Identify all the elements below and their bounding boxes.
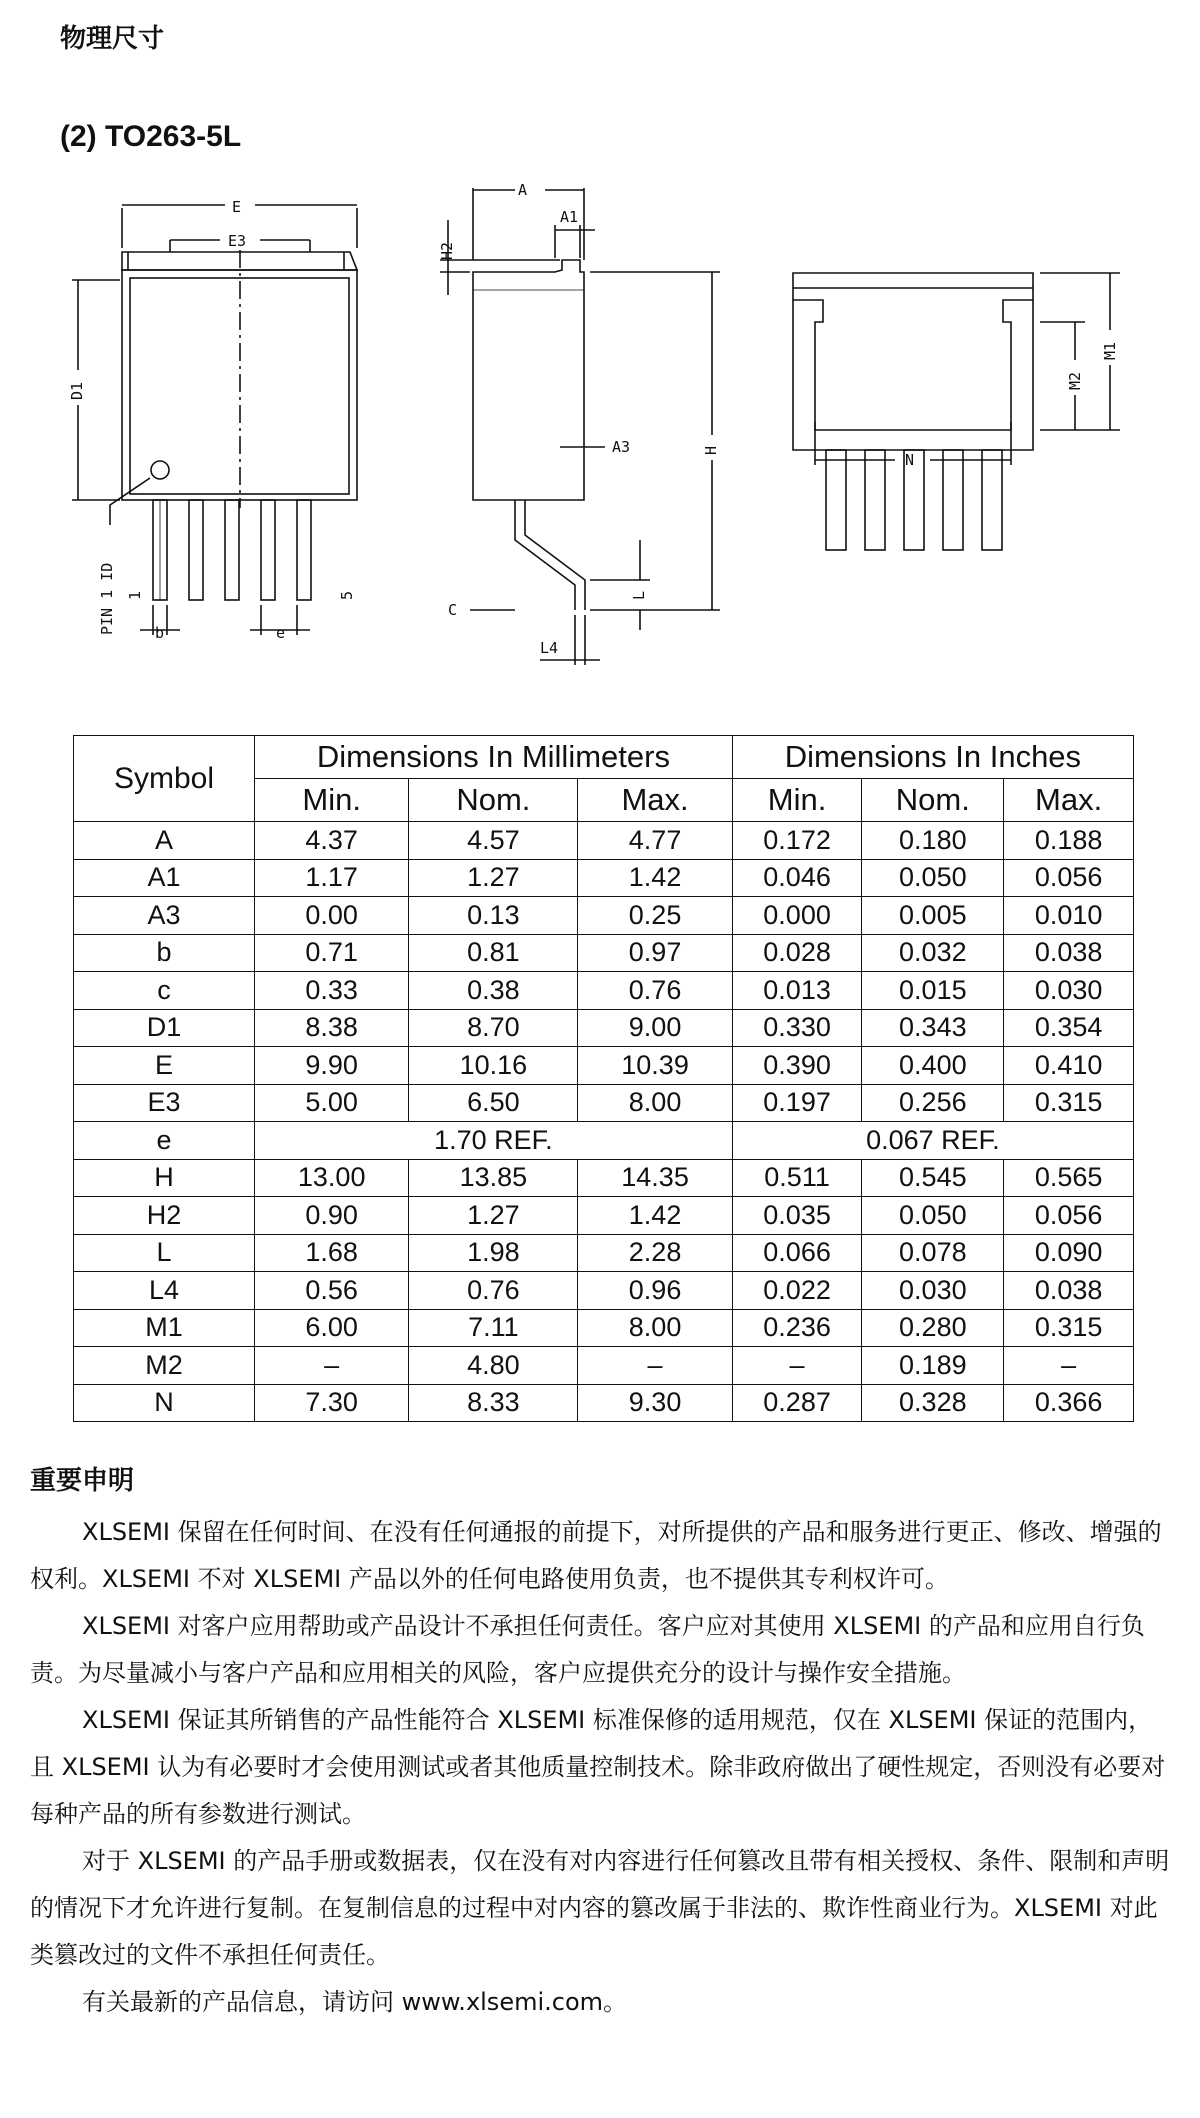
cell-value: 8.33 [409,1384,578,1422]
cell-value: 0.066 [732,1234,862,1272]
table-row [74,1197,1134,1235]
cell-value: 0.038 [1004,1272,1134,1310]
cell-value: 1.27 [409,859,578,897]
cell-value: 0.189 [862,1347,1004,1385]
cell-value: 0.035 [732,1197,862,1235]
cell-value: 0.545 [862,1159,1004,1197]
label-D1: D1 [68,381,86,400]
cell-value: 4.37 [255,822,409,860]
cell-value: 0.56 [255,1272,409,1310]
label-M2: M2 [1066,371,1084,390]
cell-value: 0.343 [862,1009,1004,1047]
cell-symbol: A1 [74,859,255,897]
cell-symbol: H [74,1159,255,1197]
table-row [74,1084,1134,1122]
header-millimeters: Dimensions In Millimeters [255,736,733,779]
table-row [74,972,1134,1010]
cell-value: – [255,1347,409,1385]
cell-value: 0.511 [732,1159,862,1197]
table-row [74,1309,1134,1347]
cell-value: 0.056 [1004,859,1134,897]
cell-value: 10.16 [409,1047,578,1085]
label-E: E [232,198,242,216]
cell-value: 0.315 [1004,1084,1134,1122]
header-mm-nom: Nom. [409,779,578,822]
label-E3: E3 [228,232,247,250]
label-L: L [630,590,648,600]
cell-value: 0.13 [409,897,578,935]
label-N: N [905,451,915,469]
cell-symbol: M2 [74,1347,255,1385]
cell-value: 0.032 [862,934,1004,972]
cell-symbol: b [74,934,255,972]
notice-paragraph: XLSEMI 保证其所销售的产品性能符合 XLSEMI 标准保修的适用规范，仅在 XLSEMI 保证的范围内，且 XLSEMI 认为有必要时才会使用测试或者其他质量控制技术。除非政府做出了硬性规定，否则没有必要对每种产品的所有参数进行测试。 [30,1706,1166,1828]
cell-ref-inch: 0.067 REF. [732,1122,1133,1160]
cell-symbol: c [74,972,255,1010]
cell-value: 1.98 [409,1234,578,1272]
cell-value: 0.315 [1004,1309,1134,1347]
package-title: (2) TO263-5L [60,120,242,153]
cell-value: 7.11 [409,1309,578,1347]
table-row [74,1347,1134,1385]
cell-value: 4.57 [409,822,578,860]
cell-value: 1.17 [255,859,409,897]
notice-paragraph: XLSEMI 保留在任何时间、在没有任何通报的前提下，对所提供的产品和服务进行更正、修改、增强的权利。XLSEMI 不对 XLSEMI 产品以外的任何电路使用负责，也不提供其专利权许可。 [30,1518,1162,1593]
cell-symbol: L4 [74,1272,255,1310]
label-b: b [155,624,165,642]
cell-value: 0.256 [862,1084,1004,1122]
notice-title: 重要申明 [30,1466,135,1496]
cell-value: 0.00 [255,897,409,935]
cell-value: 2.28 [578,1234,732,1272]
cell-value: 0.046 [732,859,862,897]
cell-symbol: H2 [74,1197,255,1235]
cell-symbol: L [74,1234,255,1272]
label-e: e [276,624,286,642]
table-row [74,859,1134,897]
cell-value: 0.287 [732,1384,862,1422]
header-in-nom: Nom. [862,779,1004,822]
cell-value: 8.00 [578,1084,732,1122]
important-notice [30,1460,1170,2026]
cell-value: – [732,1347,862,1385]
cell-value: 0.030 [862,1272,1004,1310]
cell-value: 1.42 [578,859,732,897]
label-pin1-id: PIN 1 ID [98,562,116,635]
cell-value: 0.000 [732,897,862,935]
header-in-max: Max. [1004,779,1134,822]
table-row [74,1384,1134,1422]
cell-value: 0.050 [862,1197,1004,1235]
header-inches: Dimensions In Inches [732,736,1133,779]
cell-value: 0.565 [1004,1159,1134,1197]
cell-value: 0.97 [578,934,732,972]
cell-value: 8.38 [255,1009,409,1047]
cell-value: 1.42 [578,1197,732,1235]
table-row [74,1234,1134,1272]
table-row [74,1122,1134,1160]
label-L4: L4 [540,639,559,657]
cell-value: 0.236 [732,1309,862,1347]
cell-value: 0.030 [1004,972,1134,1010]
table-row [74,934,1134,972]
cell-value: 9.30 [578,1384,732,1422]
cell-value: 0.056 [1004,1197,1134,1235]
cell-value: 0.410 [1004,1047,1134,1085]
cell-value: 0.90 [255,1197,409,1235]
cell-value: 0.172 [732,822,862,860]
dimensions-table [73,735,1134,1422]
side-view [440,188,720,665]
cell-value: 0.81 [409,934,578,972]
label-H: H [702,445,720,455]
cell-value: 0.197 [732,1084,862,1122]
label-pin-last: 5 [338,590,356,600]
cell-value: 0.33 [255,972,409,1010]
notice-paragraph: 有关最新的产品信息，请访问 www.xlsemi.com。 [82,1988,628,2016]
cell-value: – [1004,1347,1134,1385]
cell-value: 0.038 [1004,934,1134,972]
cell-symbol: E3 [74,1084,255,1122]
cell-value: 0.71 [255,934,409,972]
table-row [74,1272,1134,1310]
notice-paragraph: XLSEMI 对客户应用帮助或产品设计不承担任何责任。客户应对其使用 XLSEMI 的产品和应用自行负责。为尽量减小与客户产品和应用相关的风险，客户应提供充分的设计与操作安全措施。 [30,1612,1145,1687]
cell-value: 0.76 [578,972,732,1010]
table-body [74,822,1134,1422]
package-drawings-svg [0,160,1200,690]
cell-value: 0.366 [1004,1384,1134,1422]
label-pin-first: 1 [126,590,144,600]
cell-value: 0.96 [578,1272,732,1310]
cell-value: 14.35 [578,1159,732,1197]
cell-value: 0.330 [732,1009,862,1047]
cell-value: 0.180 [862,822,1004,860]
table-row [74,822,1134,860]
cell-value: 0.022 [732,1272,862,1310]
cell-value: 0.390 [732,1047,862,1085]
cell-value: 13.00 [255,1159,409,1197]
table-row [74,1159,1134,1197]
cell-value: 4.80 [409,1347,578,1385]
table-row [74,1047,1134,1085]
cell-value: 0.280 [862,1309,1004,1347]
table-row [74,897,1134,935]
cell-symbol: N [74,1384,255,1422]
cell-symbol: M1 [74,1309,255,1347]
cell-value: 0.188 [1004,822,1134,860]
pin1-marker [151,461,169,479]
cell-value: 0.400 [862,1047,1004,1085]
label-C: C [448,601,458,619]
cell-symbol: A [74,822,255,860]
cell-value: 6.00 [255,1309,409,1347]
cell-value: 8.70 [409,1009,578,1047]
cell-value: 7.30 [255,1384,409,1422]
cell-value: 0.013 [732,972,862,1010]
cell-value: 9.00 [578,1009,732,1047]
cell-value: 0.028 [732,934,862,972]
label-A: A [518,181,528,199]
cell-ref-mm: 1.70 REF. [255,1122,733,1160]
cell-value: 0.078 [862,1234,1004,1272]
cell-value: 0.25 [578,897,732,935]
cell-value: 0.38 [409,972,578,1010]
cell-value: 9.90 [255,1047,409,1085]
cell-value: 0.005 [862,897,1004,935]
cell-value: 13.85 [409,1159,578,1197]
notice-paragraph: 对于 XLSEMI 的产品手册或数据表，仅在没有对内容进行任何篡改且带有相关授权、条件、限制和声明的情况下才允许进行复制。在复制信息的过程中对内容的篡改属于非法的、欺诈性商业行为。XLSEMI 对此类篡改过的文件不承担任何责任。 [30,1847,1170,1969]
cell-value: 0.015 [862,972,1004,1010]
cell-symbol: D1 [74,1009,255,1047]
cell-value: 8.00 [578,1309,732,1347]
cell-symbol: e [74,1122,255,1160]
cell-symbol: A3 [74,897,255,935]
bottom-view [793,273,1120,550]
cell-value: 6.50 [409,1084,578,1122]
cell-value: 1.68 [255,1234,409,1272]
label-A1: A1 [560,208,579,226]
package-drawings [0,160,1200,690]
cell-value: 4.77 [578,822,732,860]
cell-value: 1.27 [409,1197,578,1235]
table-row [74,1009,1134,1047]
cell-symbol: E [74,1047,255,1085]
header-mm-max: Max. [578,779,732,822]
cell-value: – [578,1347,732,1385]
cell-value: 0.76 [409,1272,578,1310]
section-title: 物理尺寸 [60,24,165,54]
cell-value: 0.010 [1004,897,1134,935]
cell-value: 0.050 [862,859,1004,897]
label-M1: M1 [1101,341,1119,360]
cell-value: 5.00 [255,1084,409,1122]
cell-value: 0.354 [1004,1009,1134,1047]
header-symbol: Symbol [74,736,255,822]
header-mm-min: Min. [255,779,409,822]
label-H2: H2 [438,241,456,260]
label-A3: A3 [612,438,631,456]
cell-value: 0.090 [1004,1234,1134,1272]
header-in-min: Min. [732,779,862,822]
cell-value: 0.328 [862,1384,1004,1422]
cell-value: 10.39 [578,1047,732,1085]
